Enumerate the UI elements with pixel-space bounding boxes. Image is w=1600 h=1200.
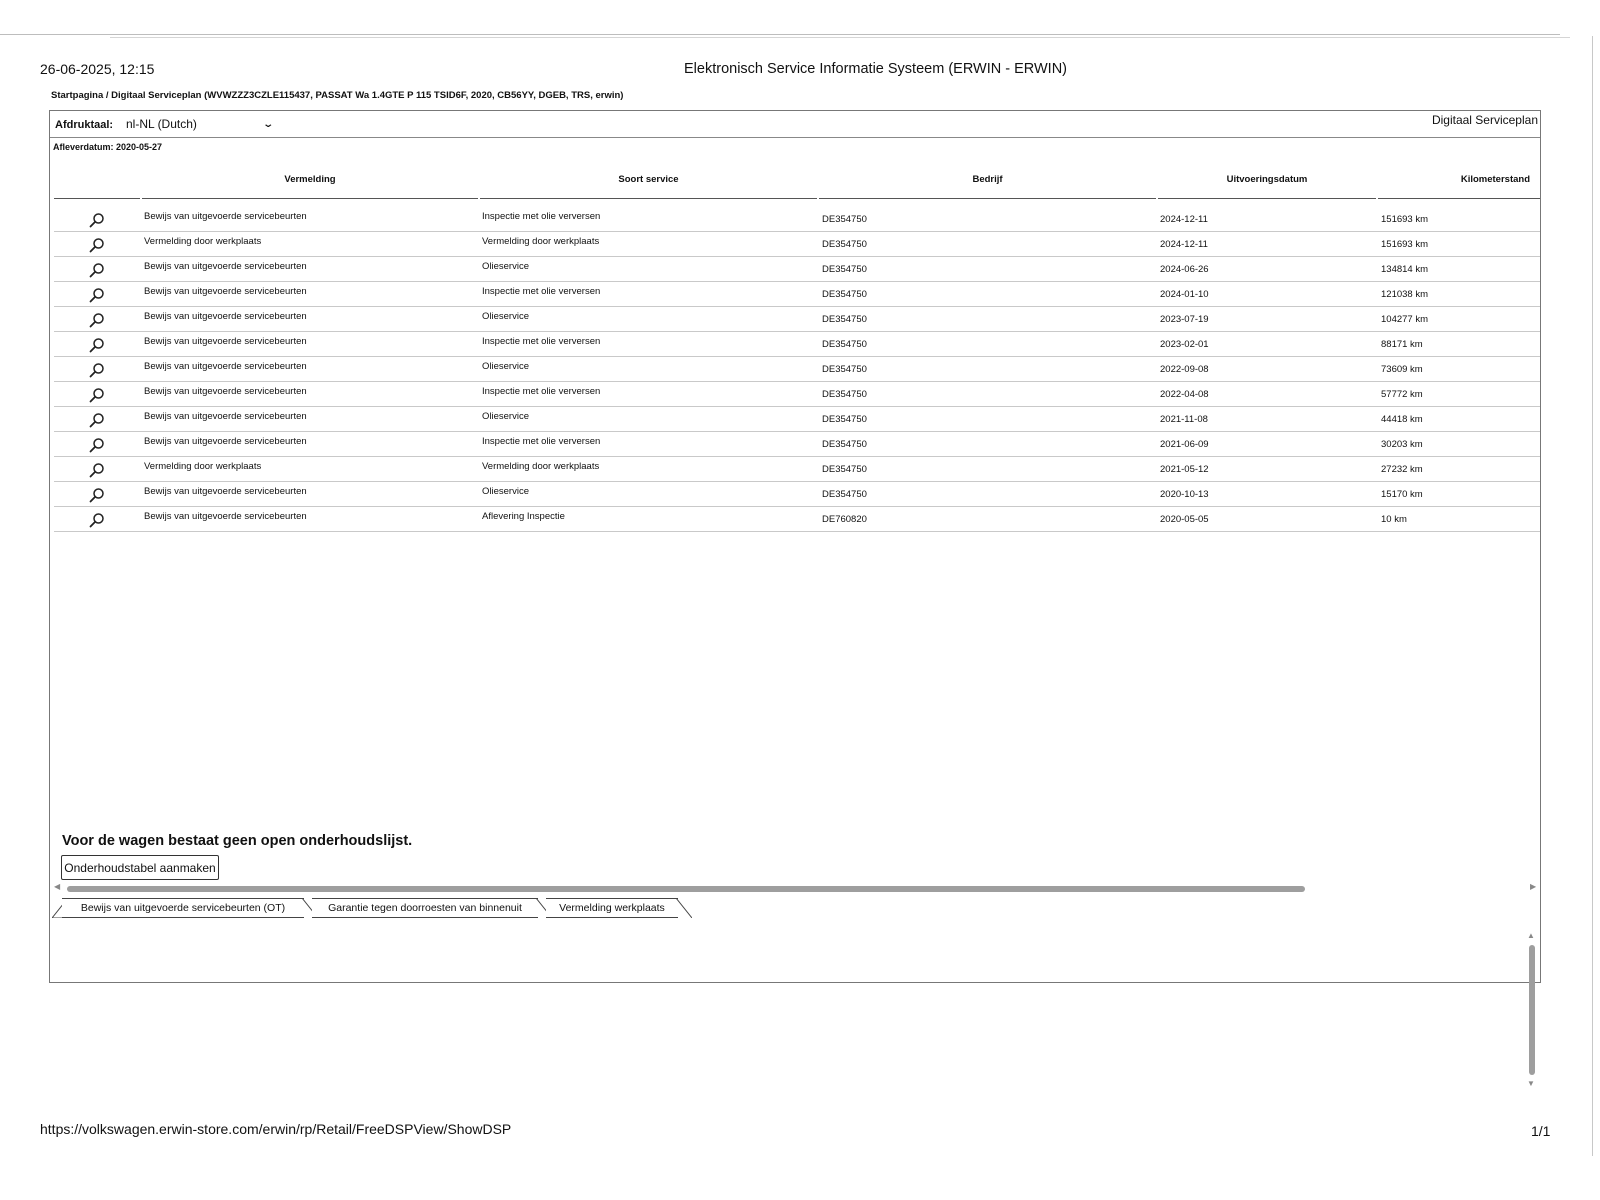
cell-soort-service: Vermelding door werkplaats	[482, 461, 600, 472]
cell-bedrijf: DE354750	[822, 264, 867, 275]
magnifier-icon[interactable]	[89, 262, 105, 278]
cell-bedrijf: DE354750	[822, 239, 867, 250]
column-header-uitvoeringsdatum[interactable]: Uitvoeringsdatum	[1158, 161, 1376, 199]
cell-kilometerstand: 30203 km	[1381, 439, 1423, 450]
cell-kilometerstand: 151693 km	[1381, 239, 1429, 250]
cell-bedrijf: DE354750	[822, 489, 867, 500]
column-header-view	[54, 161, 140, 199]
cell-vermelding: Bewijs van uitgevoerde servicebeurten	[144, 336, 307, 347]
service-history-table	[54, 161, 1540, 881]
scroll-up-arrow-icon[interactable]: ▲	[1527, 931, 1535, 940]
cell-uitvoeringsdatum: 2020-10-13	[1160, 489, 1209, 500]
tab-garantie-doorroesten[interactable]: Garantie tegen doorroesten van binnenuit	[312, 898, 538, 918]
magnifier-icon[interactable]	[89, 387, 105, 403]
cell-vermelding: Bewijs van uitgevoerde servicebeurten	[144, 311, 307, 322]
magnifier-icon[interactable]	[89, 437, 105, 453]
table-row[interactable]	[54, 332, 1540, 357]
cell-soort-service: Inspectie met olie verversen	[482, 211, 601, 222]
cell-vermelding: Bewijs van uitgevoerde servicebeurten	[144, 486, 307, 497]
no-maintenance-message: Voor de wagen bestaat geen open onderhoudslijst.	[62, 833, 413, 849]
scroll-down-arrow-icon[interactable]: ▼	[1527, 1079, 1535, 1088]
cell-uitvoeringsdatum: 2024-12-11	[1160, 214, 1208, 225]
vertical-scrollbar-thumb[interactable]	[1529, 945, 1535, 1075]
table-row[interactable]	[54, 432, 1540, 457]
chevron-down-icon: ⌄	[261, 118, 274, 130]
magnifier-icon[interactable]	[89, 512, 105, 528]
cell-uitvoeringsdatum: 2021-06-09	[1160, 439, 1209, 450]
magnifier-icon[interactable]	[89, 337, 105, 353]
table-row[interactable]	[54, 457, 1540, 482]
table-row[interactable]	[54, 507, 1540, 532]
cell-soort-service: Olieservice	[482, 411, 529, 422]
cell-uitvoeringsdatum: 2023-07-19	[1160, 314, 1209, 325]
print-footer-url: https://volkswagen.erwin-store.com/erwin/rp/Retail/FreeDSPView/ShowDSP	[40, 1121, 512, 1137]
magnifier-icon[interactable]	[89, 412, 105, 428]
service-plan-panel	[49, 110, 1541, 1088]
magnifier-icon[interactable]	[89, 362, 105, 378]
panel-header	[50, 111, 1540, 138]
tab-servicebeurten[interactable]: Bewijs van uitgevoerde servicebeurten (OT)	[62, 898, 304, 918]
cell-uitvoeringsdatum: 2022-04-08	[1160, 389, 1209, 400]
cell-uitvoeringsdatum: 2020-05-05	[1160, 514, 1209, 525]
cell-kilometerstand: 151693 km	[1381, 214, 1429, 225]
cell-vermelding: Bewijs van uitgevoerde servicebeurten	[144, 436, 307, 447]
cell-vermelding: Bewijs van uitgevoerde servicebeurten	[144, 286, 307, 297]
magnifier-icon[interactable]	[89, 487, 105, 503]
cell-soort-service: Olieservice	[482, 486, 529, 497]
scan-border-top	[0, 34, 1560, 35]
cell-vermelding: Bewijs van uitgevoerde servicebeurten	[144, 386, 307, 397]
print-datetime: 26-06-2025, 12:15	[40, 61, 155, 77]
magnifier-icon[interactable]	[89, 237, 105, 253]
magnifier-icon[interactable]	[89, 312, 105, 328]
cell-soort-service: Vermelding door werkplaats	[482, 236, 600, 247]
cell-uitvoeringsdatum: 2021-05-12	[1160, 464, 1209, 475]
cell-bedrijf: DE354750	[822, 464, 867, 475]
magnifier-icon[interactable]	[89, 212, 105, 228]
print-page-number: 1/1	[1531, 1123, 1551, 1139]
table-row[interactable]	[54, 382, 1540, 407]
cell-kilometerstand: 27232 km	[1381, 464, 1423, 475]
cell-soort-service: Olieservice	[482, 311, 529, 322]
column-header-soort-service[interactable]: Soort service	[480, 161, 817, 199]
cell-vermelding: Bewijs van uitgevoerde servicebeurten	[144, 411, 307, 422]
print-title: Elektronisch Service Informatie Systeem (ERWIN - ERWIN)	[684, 61, 1067, 77]
cell-soort-service: Inspectie met olie verversen	[482, 436, 601, 447]
cell-bedrijf: DE354750	[822, 389, 867, 400]
table-row[interactable]	[54, 357, 1540, 382]
cell-uitvoeringsdatum: 2024-06-26	[1160, 264, 1209, 275]
cell-kilometerstand: 134814 km	[1381, 264, 1429, 275]
table-row[interactable]	[54, 232, 1540, 257]
cell-soort-service: Inspectie met olie verversen	[482, 336, 601, 347]
scan-border-top-inner	[110, 37, 1570, 38]
maintenance-section	[54, 821, 1537, 966]
cell-soort-service: Olieservice	[482, 261, 529, 272]
panel-title: Digitaal Serviceplan	[1431, 113, 1538, 127]
table-row[interactable]	[54, 307, 1540, 332]
cell-uitvoeringsdatum: 2024-01-10	[1160, 289, 1209, 300]
cell-vermelding: Bewijs van uitgevoerde servicebeurten	[144, 261, 307, 272]
cell-vermelding: Vermelding door werkplaats	[144, 461, 262, 472]
cell-kilometerstand: 57772 km	[1381, 389, 1423, 400]
magnifier-icon[interactable]	[89, 462, 105, 478]
delivery-date: Afleverdatum: 2020-05-27	[53, 142, 163, 152]
cell-vermelding: Bewijs van uitgevoerde servicebeurten	[144, 211, 307, 222]
cell-kilometerstand: 73609 km	[1381, 364, 1423, 375]
table-row[interactable]	[54, 257, 1540, 282]
cell-vermelding: Bewijs van uitgevoerde servicebeurten	[144, 361, 307, 372]
table-row[interactable]	[54, 282, 1540, 307]
cell-bedrijf: DE354750	[822, 314, 867, 325]
column-header-vermelding[interactable]: Vermelding	[142, 161, 478, 199]
table-row[interactable]	[54, 407, 1540, 432]
magnifier-icon[interactable]	[89, 287, 105, 303]
cell-bedrijf: DE354750	[822, 414, 867, 425]
scroll-left-arrow-icon[interactable]: ◀	[54, 882, 61, 891]
cell-uitvoeringsdatum: 2023-02-01	[1160, 339, 1209, 350]
cell-bedrijf: DE354750	[822, 439, 867, 450]
language-select[interactable]	[126, 117, 276, 131]
cell-uitvoeringsdatum: 2022-09-08	[1160, 364, 1209, 375]
scan-border-right	[1592, 36, 1593, 1156]
language-select-value: nl-NL (Dutch)	[126, 117, 197, 131]
cell-bedrijf: DE760820	[822, 514, 867, 525]
cell-vermelding: Bewijs van uitgevoerde servicebeurten	[144, 511, 307, 522]
cell-soort-service: Inspectie met olie verversen	[482, 286, 601, 297]
cell-kilometerstand: 44418 km	[1381, 414, 1423, 425]
cell-bedrijf: DE354750	[822, 289, 867, 300]
cell-uitvoeringsdatum: 2021-11-08	[1160, 414, 1208, 425]
cell-bedrijf: DE354750	[822, 214, 867, 225]
column-header-bedrijf[interactable]: Bedrijf	[819, 161, 1156, 199]
cell-kilometerstand: 104277 km	[1381, 314, 1429, 325]
table-row[interactable]	[54, 207, 1540, 232]
scroll-right-arrow-icon[interactable]: ▶	[1530, 882, 1537, 891]
cell-kilometerstand: 121038 km	[1381, 289, 1429, 300]
cell-soort-service: Inspectie met olie verversen	[482, 386, 601, 397]
cell-uitvoeringsdatum: 2024-12-11	[1160, 239, 1208, 250]
tab-vermelding-werkplaats[interactable]: Vermelding werkplaats	[546, 898, 678, 918]
cell-soort-service: Olieservice	[482, 361, 529, 372]
breadcrumb[interactable]: Startpagina / Digitaal Serviceplan (WVWZZZ3CZLE115437, PASSAT Wa 1.4GTE P 115 TSID6F, 2020, CB56YY, DGEB, TRS, erwin)	[51, 90, 624, 101]
create-maintenance-table-button[interactable]: Onderhoudstabel aanmaken	[61, 855, 219, 880]
cell-kilometerstand: 10 km	[1381, 514, 1407, 525]
cell-bedrijf: DE354750	[822, 364, 867, 375]
cell-soort-service: Aflevering Inspectie	[482, 511, 565, 522]
cell-vermelding: Vermelding door werkplaats	[144, 236, 262, 247]
column-header-kilometerstand[interactable]: Kilometerstand	[1378, 161, 1540, 199]
cell-kilometerstand: 15170 km	[1381, 489, 1423, 500]
cell-bedrijf: DE354750	[822, 339, 867, 350]
language-label: Afdruktaal:	[55, 119, 114, 131]
cell-kilometerstand: 88171 km	[1381, 339, 1423, 350]
table-row[interactable]	[54, 482, 1540, 507]
